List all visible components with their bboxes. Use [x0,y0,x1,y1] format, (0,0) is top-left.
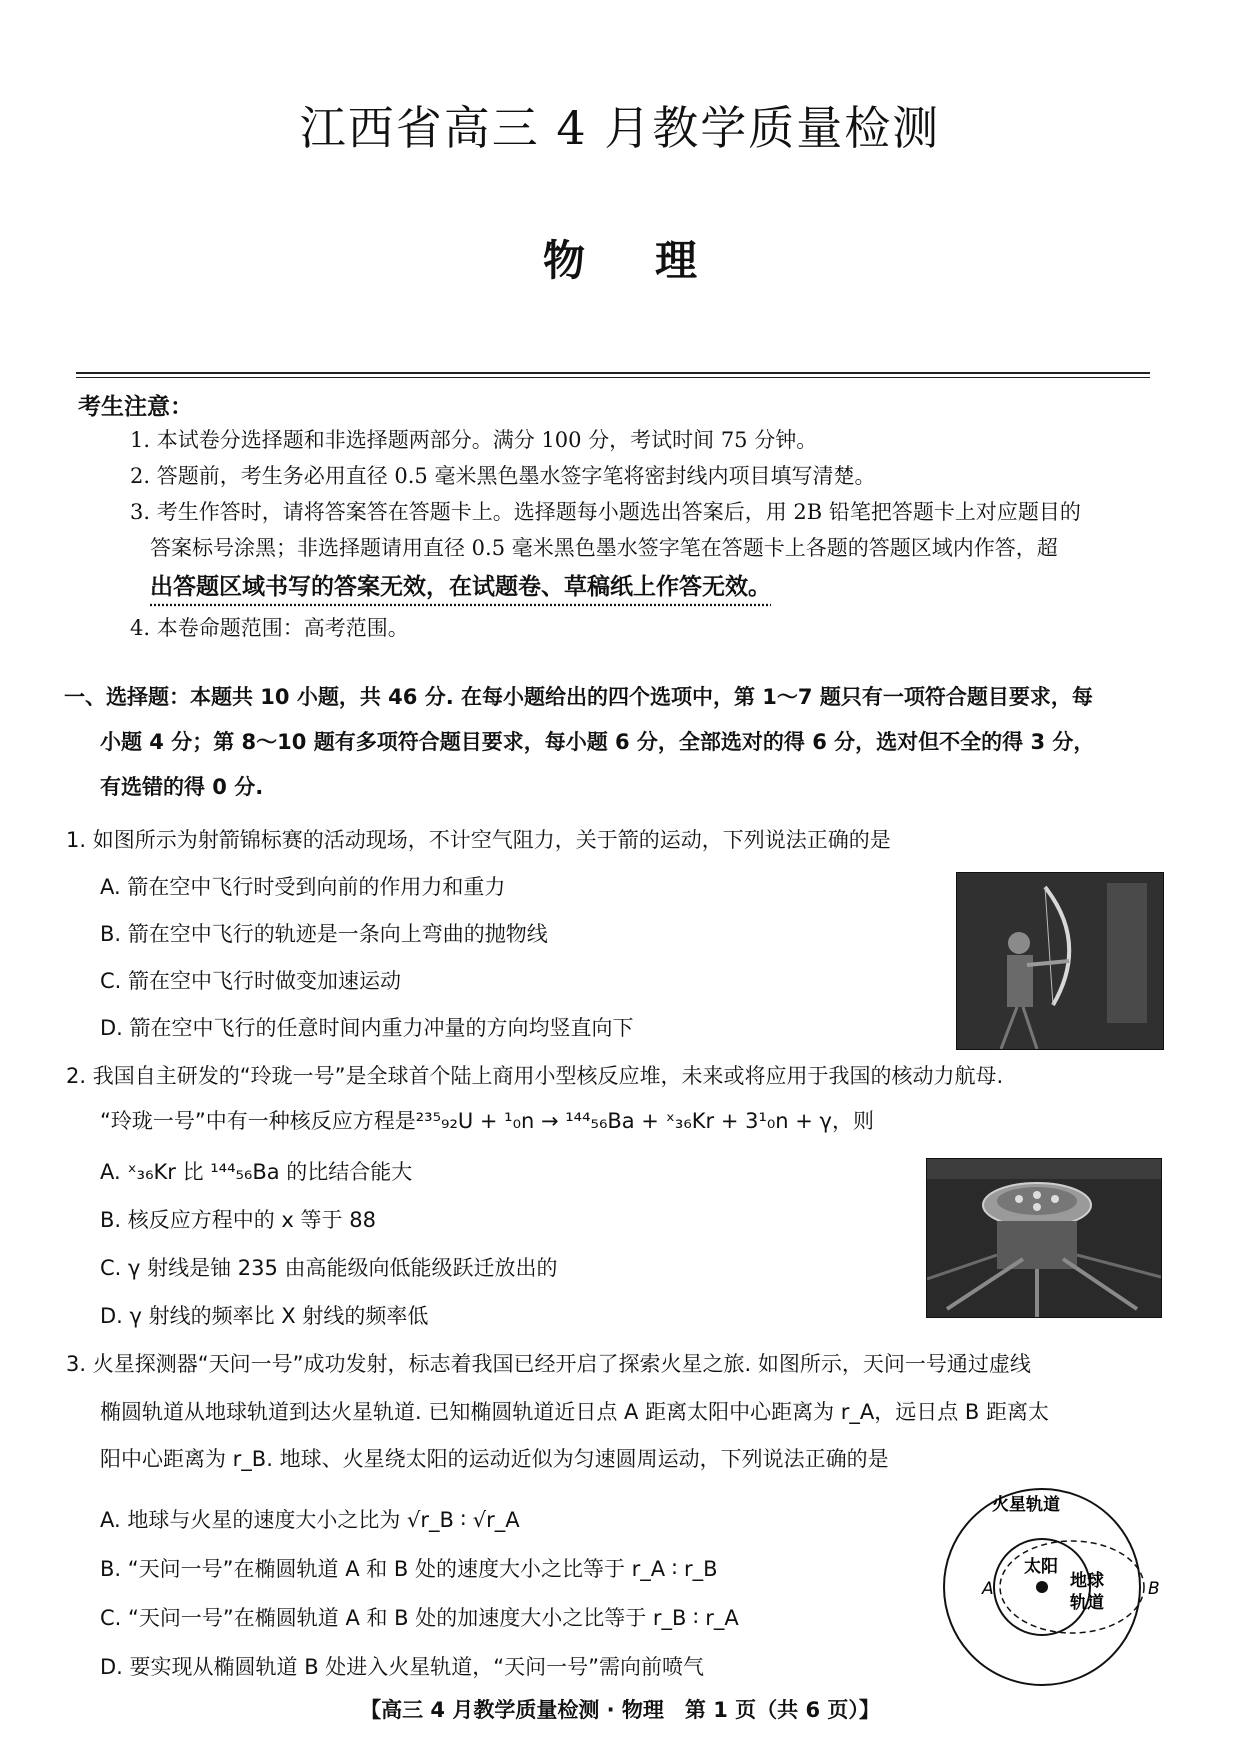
q1-option-b: B. 箭在空中飞行的轨迹是一条向上弯曲的抛物线 [100,922,548,946]
notice-item-3-line-1: 3. 考生作答时，请将答案答在答题卡上。选择题每小题选出答案后，用 2B 铅笔把答题卡上对应题目的 [130,500,1081,524]
orbit-diagram [930,1480,1170,1690]
q2-equation: ²³⁵₉₂U + ¹₀n → ¹⁴⁴₅₆Ba + ˣ₃₆Kr + 3¹₀n + γ，则 [415,1109,874,1133]
q3-stem-line-3: 阳中心距离为 r_B. 地球、火星绕太阳的运动近似为匀速圆周运动，下列说法正确的是 [100,1447,889,1471]
divider-bottom [76,377,1150,378]
q3-option-b: B. “天问一号”在椭圆轨道 A 和 B 处的速度大小之比等于 r_A ∶ r_B [100,1557,718,1581]
section-header-line-1: 一、选择题：本题共 10 小题，共 46 分. 在每小题给出的四个选项中，第 1～7 题只有一项符合题目要求，每 [64,685,1093,709]
q2-option-a: A. ˣ₃₆Kr 比 ¹⁴⁴₅₆Ba 的比结合能大 [100,1160,413,1184]
mars-orbit-label: 火星轨道 [992,1495,1060,1515]
exam-title: 江西省高三 4 月教学质量检测 [299,101,941,155]
notice-item-4: 4. 本卷命题范围：高考范围。 [130,616,409,640]
archery-photo [956,872,1164,1050]
point-a-label: A [982,1579,994,1599]
page-footer: 【高三 4 月教学质量检测 · 物理 第 1 页（共 6 页）】 [360,1698,880,1722]
q1-option-a: A. 箭在空中飞行时受到向前的作用力和重力 [100,875,506,899]
section-header-line-3: 有选错的得 0 分. [100,775,264,799]
earth-orbit-label-1: 地球 [1070,1571,1104,1591]
q2-option-c: C. γ 射线是铀 235 由高能级向低能级跃迁放出的 [100,1256,558,1280]
q2-option-d: D. γ 射线的频率比 X 射线的频率低 [100,1304,429,1328]
q1-option-d: D. 箭在空中飞行的任意时间内重力冲量的方向均竖直向下 [100,1016,634,1040]
sun-label: 太阳 [1024,1557,1058,1577]
divider-top [76,372,1150,374]
q2-option-b: B. 核反应方程中的 x 等于 88 [100,1208,376,1232]
q2-stem: 2. 我国自主研发的“玲珑一号”是全球首个陆上商用小型核反应堆，未来或将应用于我国的核动力航母. [66,1064,1004,1088]
q1-stem: 1. 如图所示为射箭锦标赛的活动现场，不计空气阻力，关于箭的运动，下列说法正确的是 [66,828,891,852]
q1-option-c: C. 箭在空中飞行时做变加速运动 [100,969,402,993]
q2-equation-line [100,1106,874,1136]
q2-equation-prefix: “玲珑一号”中有一种核反应方程是 [100,1109,416,1133]
section-header-line-2: 小题 4 分；第 8～10 题有多项符合题目要求，每小题 6 分，全部选对的得 6 分，选对但不全的得 3 分， [100,730,1095,754]
q3-stem-line-2: 椭圆轨道从地球轨道到达火星轨道. 已知椭圆轨道近日点 A 距离太阳中心距离为 r_A，远日点 B 距离太 [100,1400,1049,1424]
notice-item-3-line-2: 答案标号涂黑；非选择题请用直径 0.5 毫米黑色墨水签字笔在答题卡上各题的答题区域内作答，超 [150,536,1058,560]
q3-option-c: C. “天问一号”在椭圆轨道 A 和 B 处的加速度大小之比等于 r_B ∶ r_A [100,1606,739,1630]
q3-stem-line-1: 3. 火星探测器“天问一号”成功发射，标志着我国已经开启了探索火星之旅. 如图所示，天问一号通过虚线 [66,1352,1031,1376]
point-b-label: B [1148,1579,1160,1599]
subject-title: 物理 [542,236,767,285]
reactor-illustration [927,1159,1161,1317]
q3-option-a: A. 地球与火星的速度大小之比为 √r_B ∶ √r_A [100,1508,520,1532]
archer-illustration [957,873,1163,1049]
notice-item-1: 1. 本试卷分选择题和非选择题两部分。满分 100 分，考试时间 75 分钟。 [130,428,818,452]
notice-heading: 考生注意： [78,394,193,420]
q3-option-d: D. 要实现从椭圆轨道 B 处进入火星轨道，“天问一号”需向前喷气 [100,1655,705,1679]
reactor-photo [926,1158,1162,1318]
sun-dot [1036,1581,1048,1593]
notice-item-2: 2. 答题前，考生务必用直径 0.5 毫米黑色墨水签字笔将密封线内项目填写清楚。 [130,464,876,488]
notice-item-3-emphasis: 出答题区域书写的答案无效，在试题卷、草稿纸上作答无效。 [150,574,771,600]
earth-orbit-label-2: 轨道 [1070,1593,1104,1613]
